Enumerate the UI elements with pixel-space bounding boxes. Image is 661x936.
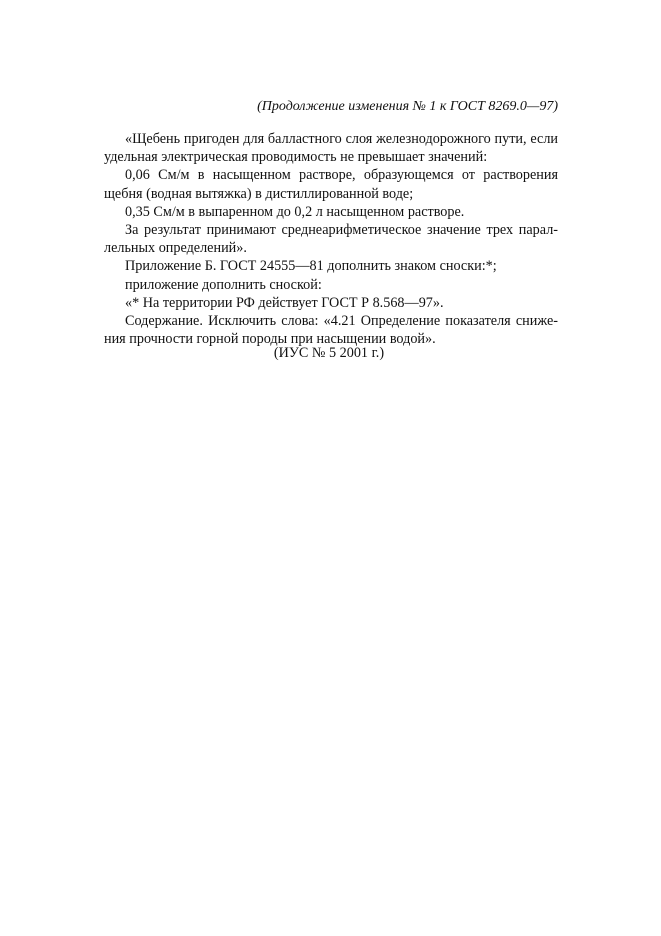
continuation-header: (Продолжение изменения № 1 к ГОСТ 8269.0—97) [257,99,558,114]
text-line: За результат принимают среднеарифметическое значение трех парал- [125,221,558,238]
ius-reference: (ИУС № 5 2001 г.) [273,345,385,361]
amendment-text [104,130,558,348]
text-line: 0,35 См/м в выпаренном до 0,2 л насыщенном растворе. [125,203,465,220]
text-line: Приложение Б. ГОСТ 24555—81 дополнить знаком сноски:*; [125,258,497,275]
text-line: ния прочности горной породы при насыщении водой». [104,331,436,348]
text-line: удельная электрическая проводимость не превышает значений: [104,149,488,166]
text-line: Содержание. Исключить слова: «4.21 Определение показателя сниже- [125,312,558,329]
text-line: 0,06 См/м в насыщенном растворе, образующемся от растворения [125,167,558,184]
text-line: «Щебень пригоден для балластного слоя железнодорожного пути, если [125,131,558,147]
text-line: лельных определений». [104,240,247,257]
text-line: щебня (водная вытяжка) в дистиллированной воде; [104,185,414,202]
text-line: приложение дополнить сноской: [125,276,322,293]
text-line: «* На территории РФ действует ГОСТ Р 8.568—97». [125,294,444,311]
